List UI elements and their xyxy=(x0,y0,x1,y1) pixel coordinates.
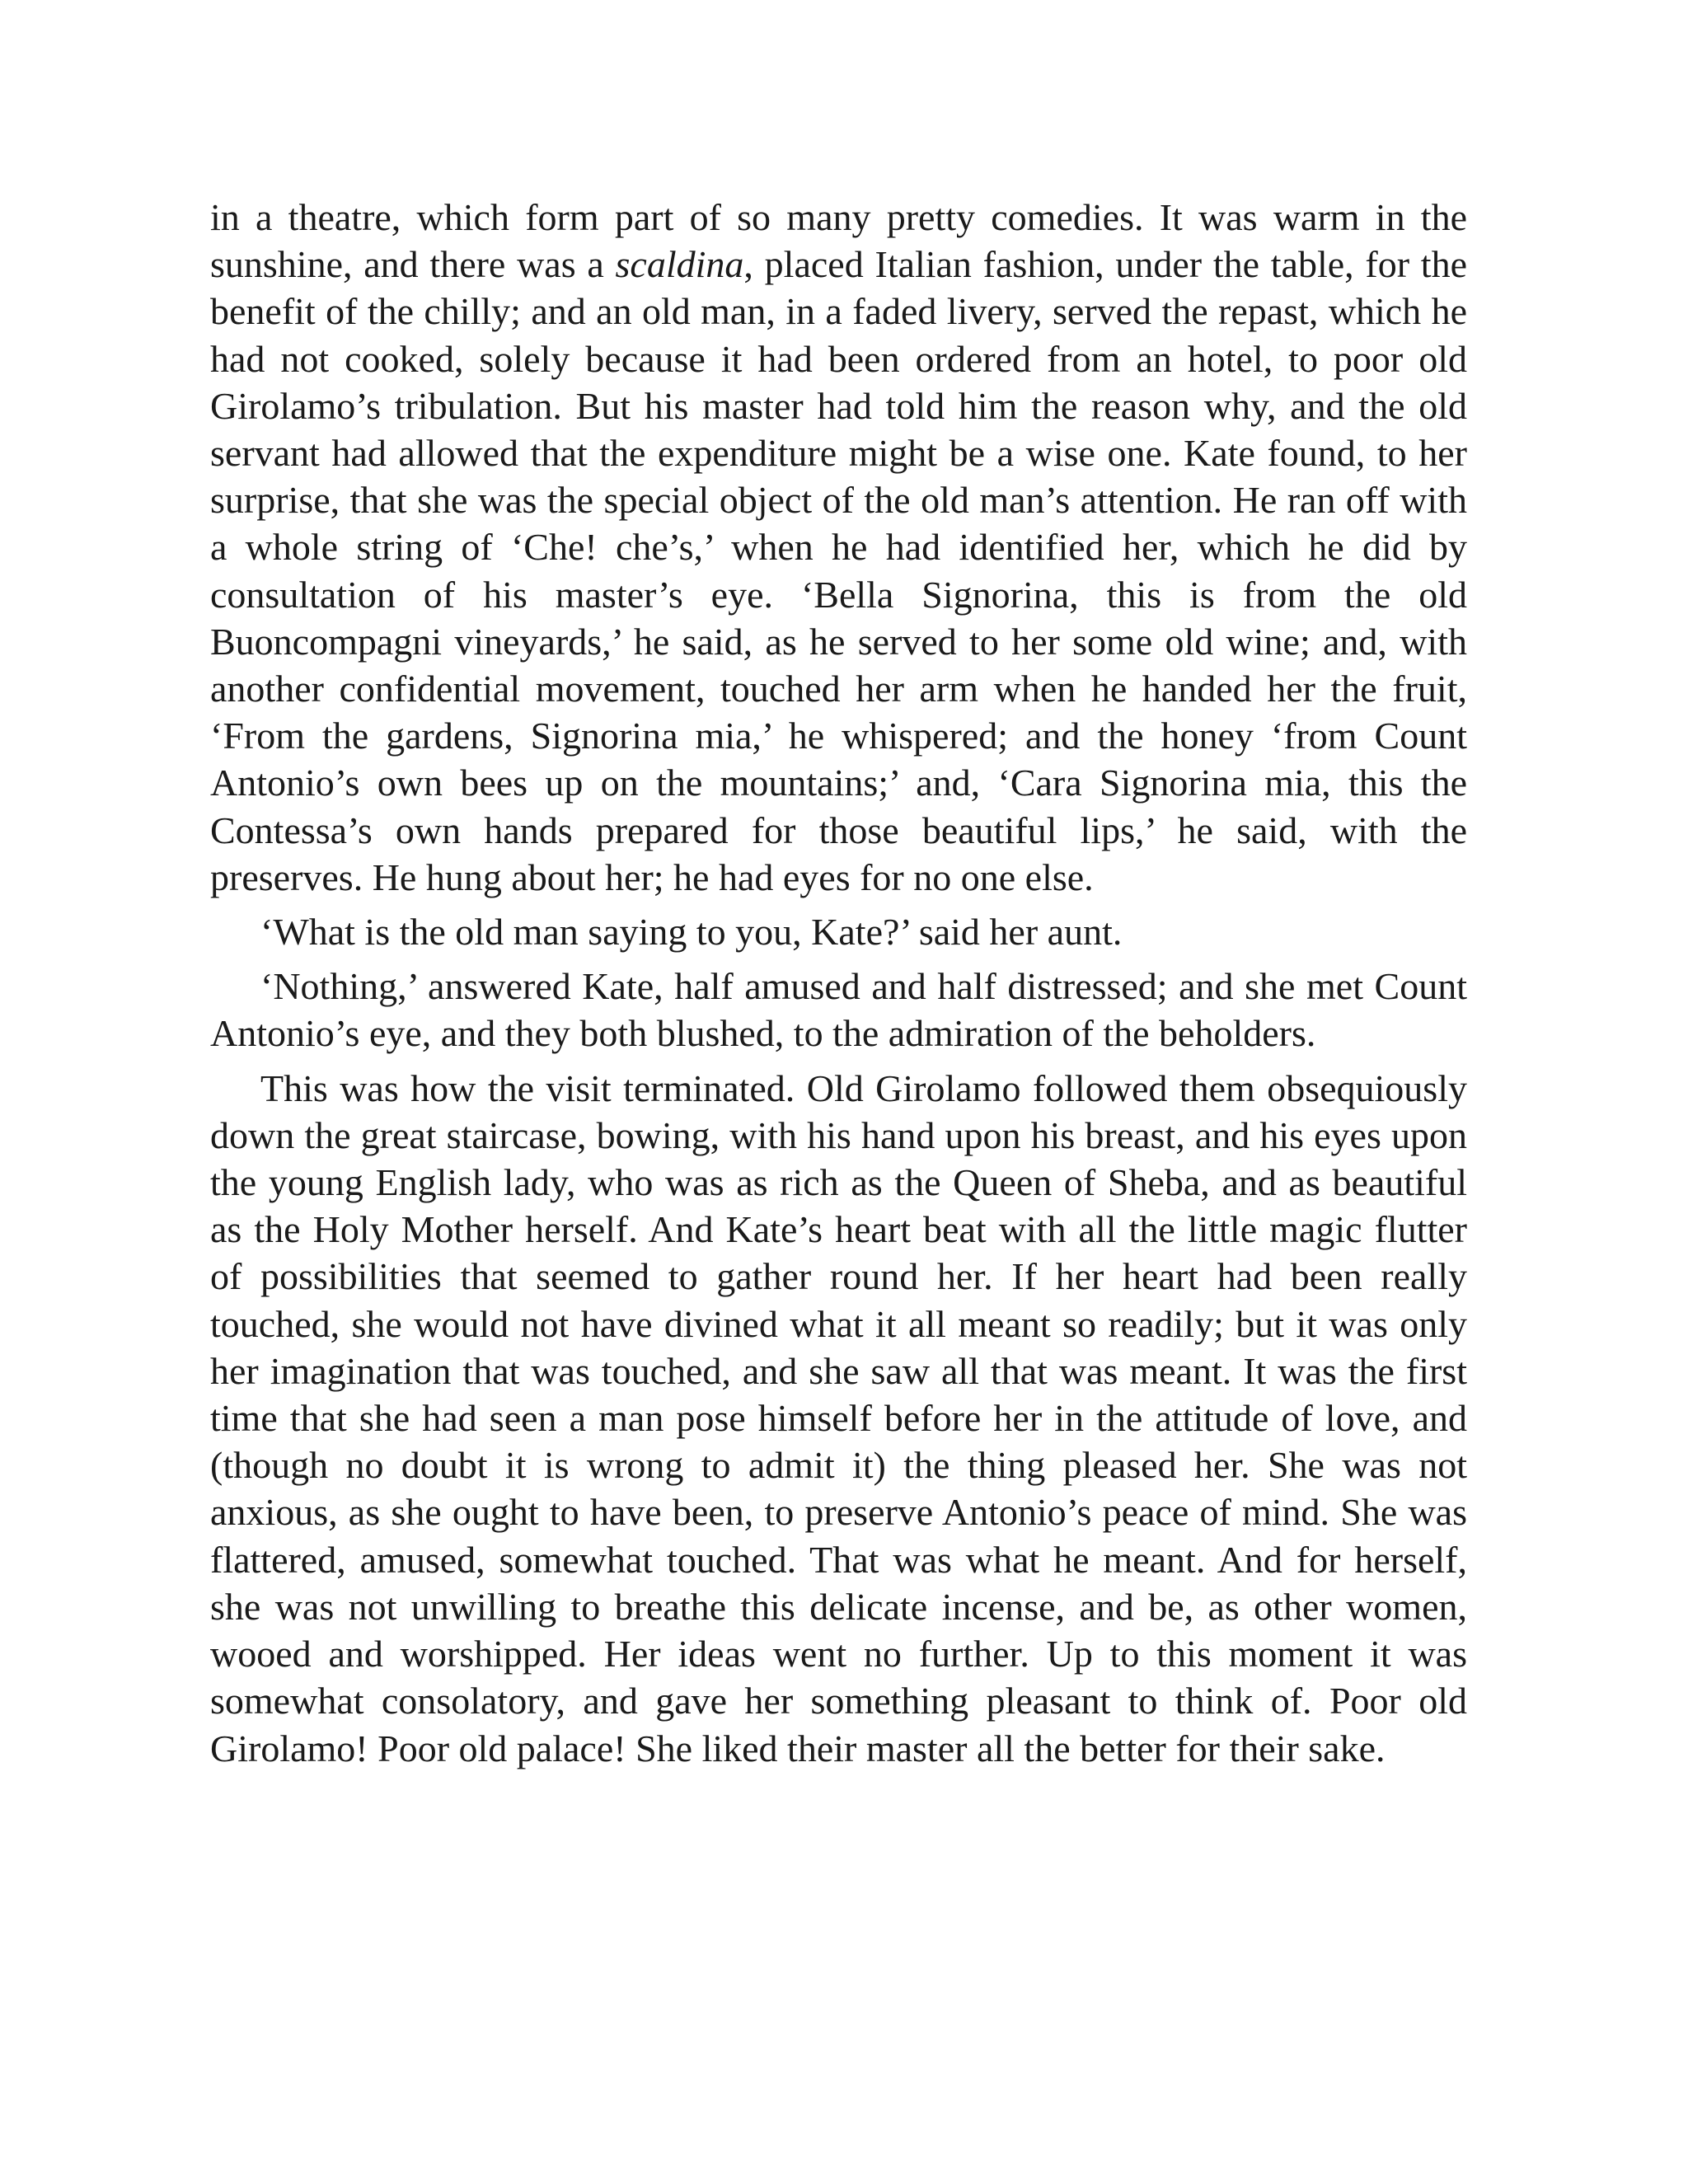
page-body xyxy=(210,194,1467,1772)
paragraph-1-before: in a theatre, which form part of so many pretty comedies. It was warm in the sunshine, and there was a xyxy=(210,196,1467,286)
paragraph-3: ‘Nothing,’ answered Kate, half amused and half distressed; and she met Count Antonio’s eye, and they both blushed, to the admiration of the beholders. xyxy=(210,965,1467,1055)
paragraph-1 xyxy=(210,194,1467,901)
paragraph-4: This was how the visit terminated. Old Girolamo followed them obsequiously down the great staircase, bowing, with his hand upon his breast, and his eyes upon the young English lady, who was as rich as the Queen of Sheba, and as beautiful as the Holy Mother herself. And Kate’s heart beat with all the little magic flutter of possibilities that seemed to gather round her. If her heart had been really touched, she would not have divined what it all meant so readily; but it was only her imagination that was touched, and she saw all that was meant. It was the first time that she had seen a man pose himself before her in the attitude of love, and (though no doubt it is wrong to admit it) the thing pleased her. She was not anxious, as she ought to have been, to preserve Antonio’s peace of mind. She was flattered, amused, somewhat touched. That was what he meant. And for herself, she was not unwilling to breathe this delicate incense, and be, as other women, wooed and worshipped. Her ideas went no further. Up to this moment it was somewhat consolatory, and gave her something pleasant to think of. Poor old Girolamo! Poor old palace! She liked their master all the better for their sake. xyxy=(210,1066,1467,1769)
paragraph-2: ‘What is the old man saying to you, Kate?’ said her aunt. xyxy=(260,911,1123,954)
paragraph-1-after: , placed Italian fashion, under the table, for the benefit of the chilly; and an old man, in a faded livery, served the repast, which he had not cooked, solely because it had been ordered from an hotel, to poor old Girolamo’s tribulation. But his master had told him the reason why, and the old servant had allowed that the expenditure might be a wise one. Kate found, to her surprise, that she was the special object of the old man’s attention. He ran off with a whole string of ‘Che! che’s,’ when he had identified her, which he did by consultation of his master’s eye. ‘Bella Signorina, this is from the old Buoncompagni vineyards,’ he said, as he served to her some old wine; and, with another confidential movement, touched her arm when he handed her the fruit, ‘From the gardens, Signorina mia,’ he whispered; and the honey ‘from Count Antonio’s own bees up on the mountains;’ and, ‘Cara Signorina mia, this the Contessa’s own hands prepared for those beautiful lips,’ he said, with the preserves. He hung about her; he had eyes for no one else. xyxy=(210,243,1467,898)
paragraph-1-italic: scaldina xyxy=(615,243,744,286)
